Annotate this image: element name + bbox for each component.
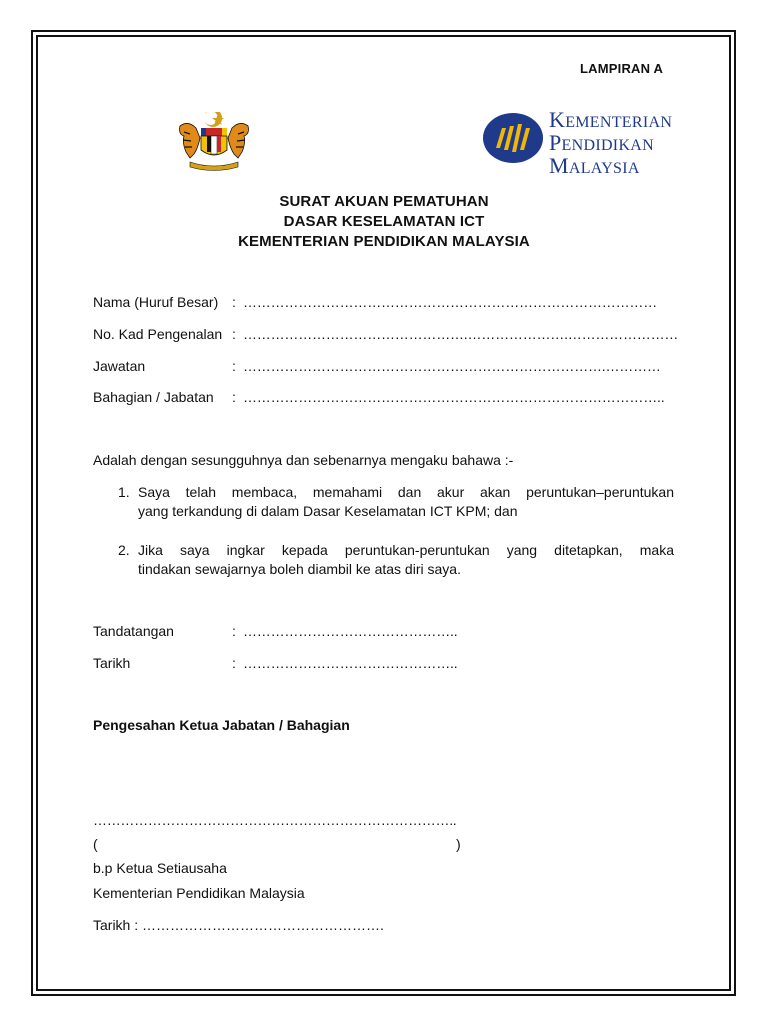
field-date-colon: : <box>232 655 236 671</box>
endorsement-date <box>93 917 384 933</box>
declaration-intro: Adalah dengan sesungguhnya dan sebenarnya mengaku bahawa :- <box>93 452 514 468</box>
document-title-line3: KEMENTERIAN PENDIDIKAN MALAYSIA <box>238 233 530 250</box>
endorsement-open-paren: ( <box>93 836 98 852</box>
endorsement-heading: Pengesahan Ketua Jabatan / Bahagian <box>93 717 350 733</box>
field-department-label: Bahagian / Jabatan <box>93 389 214 405</box>
declaration-item-1-number: 1. <box>118 484 130 500</box>
field-department-colon: : <box>232 389 236 405</box>
kpm-logo-text <box>549 107 673 179</box>
malaysia-coat-of-arms-icon <box>172 112 256 174</box>
field-position-label: Jawatan <box>93 358 146 374</box>
field-ic-number-blank[interactable]: ………………………………………….………………….…………………… <box>243 326 679 342</box>
field-signature-blank[interactable]: ……………………………………….. <box>243 623 458 639</box>
kpm-logo-line1: KEMENTERIAN <box>549 107 673 132</box>
field-date-label: Tarikh <box>93 655 131 671</box>
field-name-blank[interactable]: ……………………………………………………………………………… <box>243 294 658 310</box>
endorsement-close-paren: ) <box>456 836 461 852</box>
declaration-item-2-line2: tindakan sewajarnya boleh diambil ke atas diri saya. <box>138 561 461 577</box>
endorsement-ministry-line: Kementerian Pendidikan Malaysia <box>93 885 305 901</box>
endorsement-signature-blank[interactable]: …………………………………………………………………….. <box>93 812 457 828</box>
document-title-line2: DASAR KESELAMATAN ICT <box>283 213 485 230</box>
endorsement-date-blank[interactable]: ……………………………………………. <box>142 917 384 933</box>
field-signature-colon: : <box>232 623 236 639</box>
document-title-line1: SURAT AKUAN PEMATUHAN <box>279 193 489 210</box>
declaration-item-2-number: 2. <box>118 542 130 558</box>
field-position-blank[interactable]: …………………………………………………………………….………… <box>243 358 661 374</box>
field-department-blank[interactable]: ……………………………………………………………………………….. <box>243 389 665 405</box>
field-position-colon: : <box>232 358 236 374</box>
kpm-logo-line2: PENDIDIKAN <box>549 130 655 155</box>
declaration-item-1-line1: Saya telah membaca, memahami dan akur akan peruntukan–peruntukan <box>138 484 674 500</box>
endorsement-bp-line: b.p Ketua Setiausaha <box>93 860 227 876</box>
field-signature-label: Tandatangan <box>93 623 174 639</box>
declaration-item-1-line2: yang terkandung di dalam Dasar Keselamatan ICT KPM; dan <box>138 503 518 519</box>
field-name-label: Nama (Huruf Besar) <box>93 294 219 310</box>
field-ic-number-label: No. Kad Pengenalan <box>93 326 223 342</box>
field-date-blank[interactable]: ……………………………………….. <box>243 655 458 671</box>
field-name-colon: : <box>232 294 236 310</box>
kpm-logo-line3: MALAYSIA <box>549 153 640 178</box>
attachment-label: LAMPIRAN A <box>580 61 664 76</box>
endorsement-date-label: Tarikh : <box>93 917 139 933</box>
field-ic-number-colon: : <box>232 326 236 342</box>
kpm-emblem-icon <box>482 112 544 164</box>
declaration-item-2-line1: Jika saya ingkar kepada peruntukan-peruntukan yang ditetapkan, maka <box>138 542 674 558</box>
